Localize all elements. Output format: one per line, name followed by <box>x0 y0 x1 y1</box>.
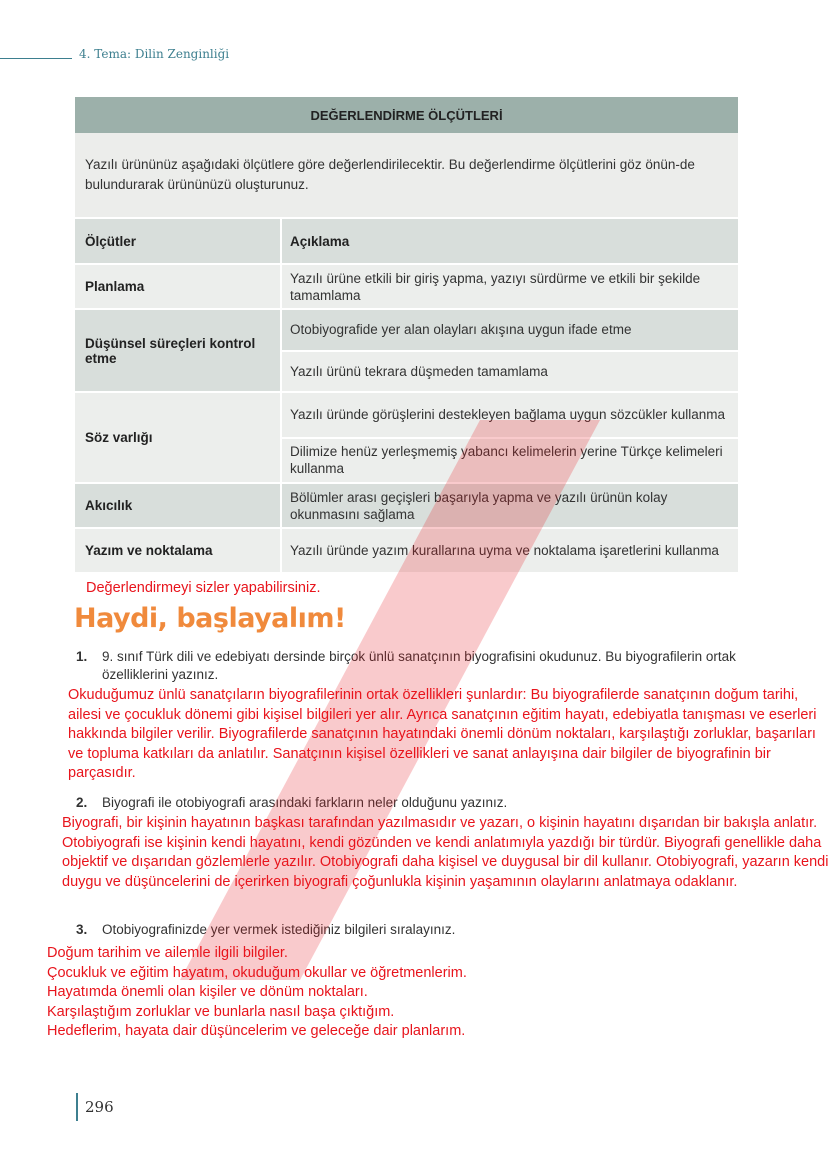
table-row <box>75 482 738 527</box>
question-1 <box>76 648 746 684</box>
question-number: 1. <box>76 649 88 664</box>
criterion: Yazım ve noktalama <box>75 529 282 572</box>
question-number: 2. <box>76 795 88 810</box>
evaluation-note: Değerlendirmeyi sizler yapabilirsiniz. <box>86 580 321 596</box>
header-rule <box>0 58 72 59</box>
table-title: DEĞERLENDİRME ÖLÇÜTLERİ <box>75 97 738 133</box>
table-row <box>75 391 738 482</box>
description: Yazılı üründe yazım kurallarına uyma ve noktalama işaretlerini kullanma <box>290 543 719 558</box>
chapter-header: 4. Tema: Dilin Zenginliği <box>79 47 230 61</box>
table-row <box>75 308 738 391</box>
criterion: Akıcılık <box>75 484 282 527</box>
answer-line: Çocukluk ve eğitim hayatım, okuduğum okullar ve öğretmenlerim. <box>47 964 467 981</box>
description: Yazılı ürünü tekrara düşmeden tamamlama <box>282 350 738 392</box>
criterion: Söz varlığı <box>75 393 282 482</box>
question-text: 9. sınıf Türk dili ve edebiyatı dersinde birçok ünlü sanatçının biyografisini okudunuz. Bu biyografilerin ortak özelliklerini yazınız. <box>102 649 736 682</box>
table-row <box>75 527 738 572</box>
criterion: Düşünsel süreçleri kontrol etme <box>75 310 282 391</box>
answer-1: Okuduğumuz ünlü sanatçıların biyografilerinin ortak özellikleri şunlardır: Bu biyografilerde sanatçının doğum tarihi, ailesi ve çocukluk dönemi gibi kişisel bilgileri yer alır. Ayrıca sanatçının eğitim hayatı, edebiyatla tanışması ve eserleri hakkında bilgiler verilir. Biyografilerde sanatçının hayatındaki önemli dönüm noktaları, karşılaştığı zorluklar, başarıları ve topluma katkıları da anlatılır. Sanatçının kişisel özellikleri ve sanat anlayışına dair bilgiler de biyografinin bir parçasıdır. <box>68 687 817 781</box>
question-text: Biyografi ile otobiyografi arasındaki farkların neler olduğunu yazınız. <box>102 795 508 810</box>
answer-line: Hedeflerim, hayata dair düşüncelerim ve geleceğe dair planlarım. <box>47 1023 466 1039</box>
table-header-row <box>75 217 738 263</box>
answer-line: Doğum tarihim ve ailemle ilgili bilgiler. <box>47 945 288 961</box>
column-header: Açıklama <box>290 233 350 249</box>
description: Dilimize henüz yerleşmemiş yabancı kelimelerin yerine Türkçe kelimeleri kullanma <box>282 437 738 483</box>
description: Yazılı üründe görüşlerini destekleyen bağlama uygun sözcükler kullanma <box>290 407 725 423</box>
question-text: Otobiyografinizde yer vermek istediğiniz bilgileri sıralayınız. <box>102 922 456 937</box>
description: Otobiyografide yer alan olayları akışına uygun ifade etme <box>290 322 632 338</box>
section-title: Haydi, başlayalım! <box>74 603 346 634</box>
criterion: Planlama <box>75 265 282 308</box>
description: Bölümler arası geçişleri başarıyla yapma ve yazılı ürünün kolay okunmasını sağlama <box>290 489 668 522</box>
table-row <box>75 263 738 308</box>
page-number: 296 <box>85 1098 114 1116</box>
column-header: Ölçütler <box>75 219 282 263</box>
answer-2: Biyografi, bir kişinin hayatının başkası tarafından yazılmasıdır ve yazarı, o kişinin hayatını dışarıdan bir bakışla anlatır. Otobiyografi ise kişinin kendi hayatını, kendi gözünden ve kendi anlatımıyla yazdığı bir türdür. Biyografi genellikle daha objektif ve dışarıdan gözlemlerle yazılır. Otobiyografi daha kişisel ve duygusal bir dil kullanır. Otobiyografi, yazarın kendi duygu ve düşüncelerini de içerirken biyografi çoğunlukla kişinin yaşamının olaylarını anlatmaya odaklanır. <box>62 815 829 890</box>
table-intro: Yazılı ürününüz aşağıdaki ölçütlere göre değerlendirilecektir. Bu değerlendirme ölçütlerini göz önün-de bulundurarak ürününüzü oluşturunuz. <box>75 133 738 217</box>
page-number-rule <box>76 1093 78 1121</box>
answer-line: Hayatımda önemli olan kişiler ve dönüm noktaları. <box>47 984 368 1000</box>
answer-3 <box>47 944 467 1042</box>
criteria-table <box>75 97 738 572</box>
answer-line: Karşılaştığım zorluklar ve bunlarla nasıl başa çıktığım. <box>47 1003 395 1020</box>
question-number: 3. <box>76 922 88 937</box>
question-2 <box>76 794 507 812</box>
question-3 <box>76 921 455 939</box>
description: Yazılı ürüne etkili bir giriş yapma, yazıyı sürdürme ve etkili bir şekilde tamamlama <box>290 270 701 303</box>
